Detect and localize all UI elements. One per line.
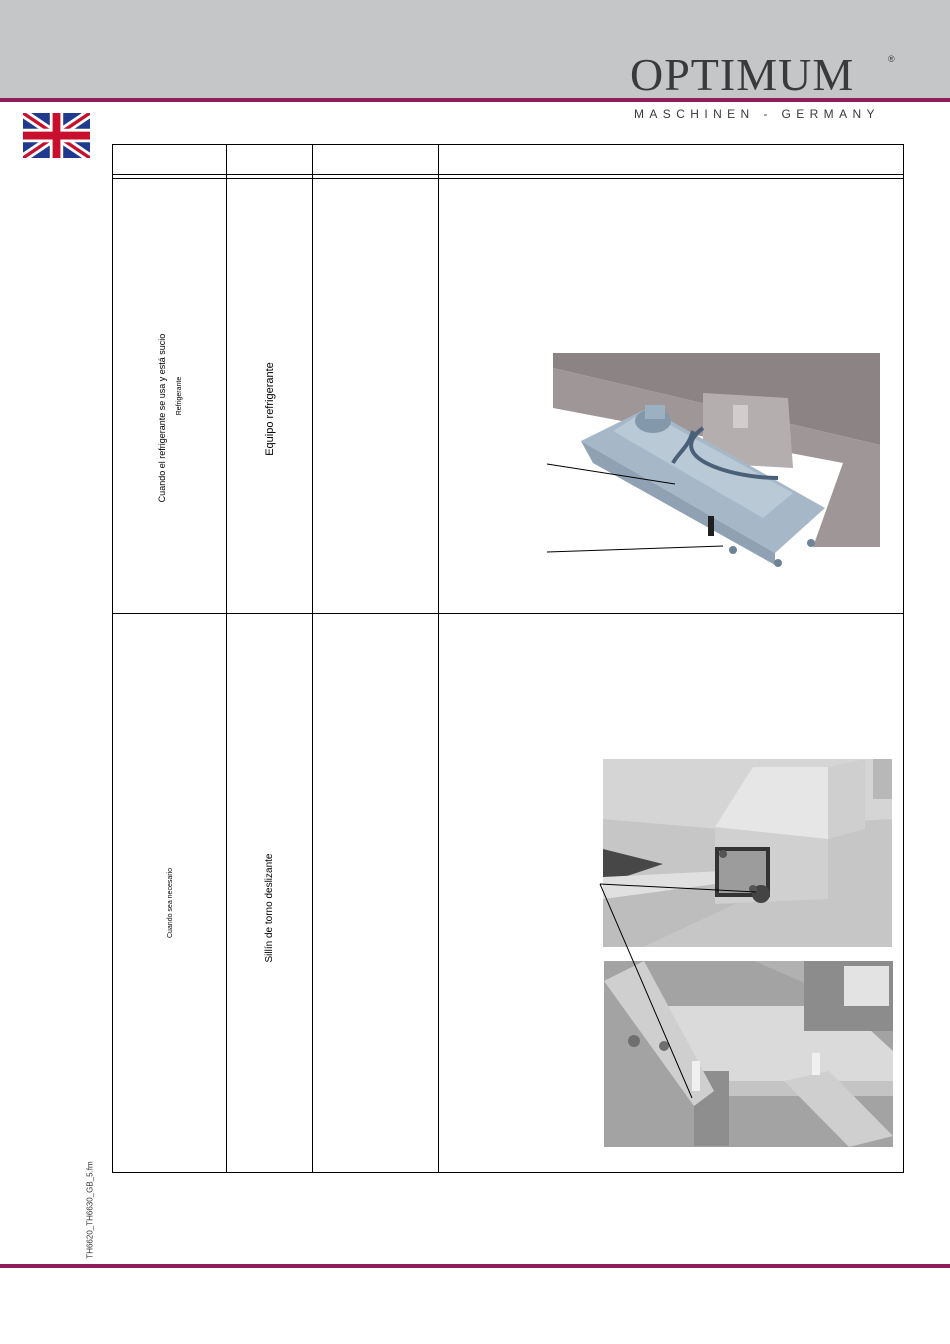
carriage-leader-lines bbox=[596, 872, 766, 1102]
table-header-divider-double bbox=[112, 178, 904, 179]
uk-flag-icon bbox=[23, 113, 90, 158]
footer-accent-line bbox=[0, 1264, 950, 1268]
row2-interval: Cuando sea necesario bbox=[167, 867, 174, 939]
table-column-divider bbox=[312, 144, 313, 1173]
row1-interval: Cuando el refrigerante se usa y está sucio bbox=[157, 333, 167, 503]
optimum-logo bbox=[630, 50, 900, 125]
row2-component: Sillín de torno deslizante bbox=[264, 853, 275, 963]
table-column-divider bbox=[438, 144, 439, 1173]
row1-component: Equipo refrigerante bbox=[264, 362, 276, 456]
row1-interval-note: Refrigerante bbox=[176, 376, 183, 416]
table-column-divider bbox=[226, 144, 227, 1173]
table-row-divider bbox=[112, 613, 904, 614]
coolant-leader-lines bbox=[545, 460, 735, 555]
footer-file-code: TH6620_TH6630_GB_5.fm bbox=[85, 1161, 95, 1259]
table-header-divider bbox=[112, 174, 904, 175]
logo-wordmark: OPTIMUM bbox=[630, 49, 855, 100]
logo-subtitle: MASCHINEN - GERMANY bbox=[634, 107, 880, 121]
logo-registered-mark: ® bbox=[888, 54, 895, 64]
